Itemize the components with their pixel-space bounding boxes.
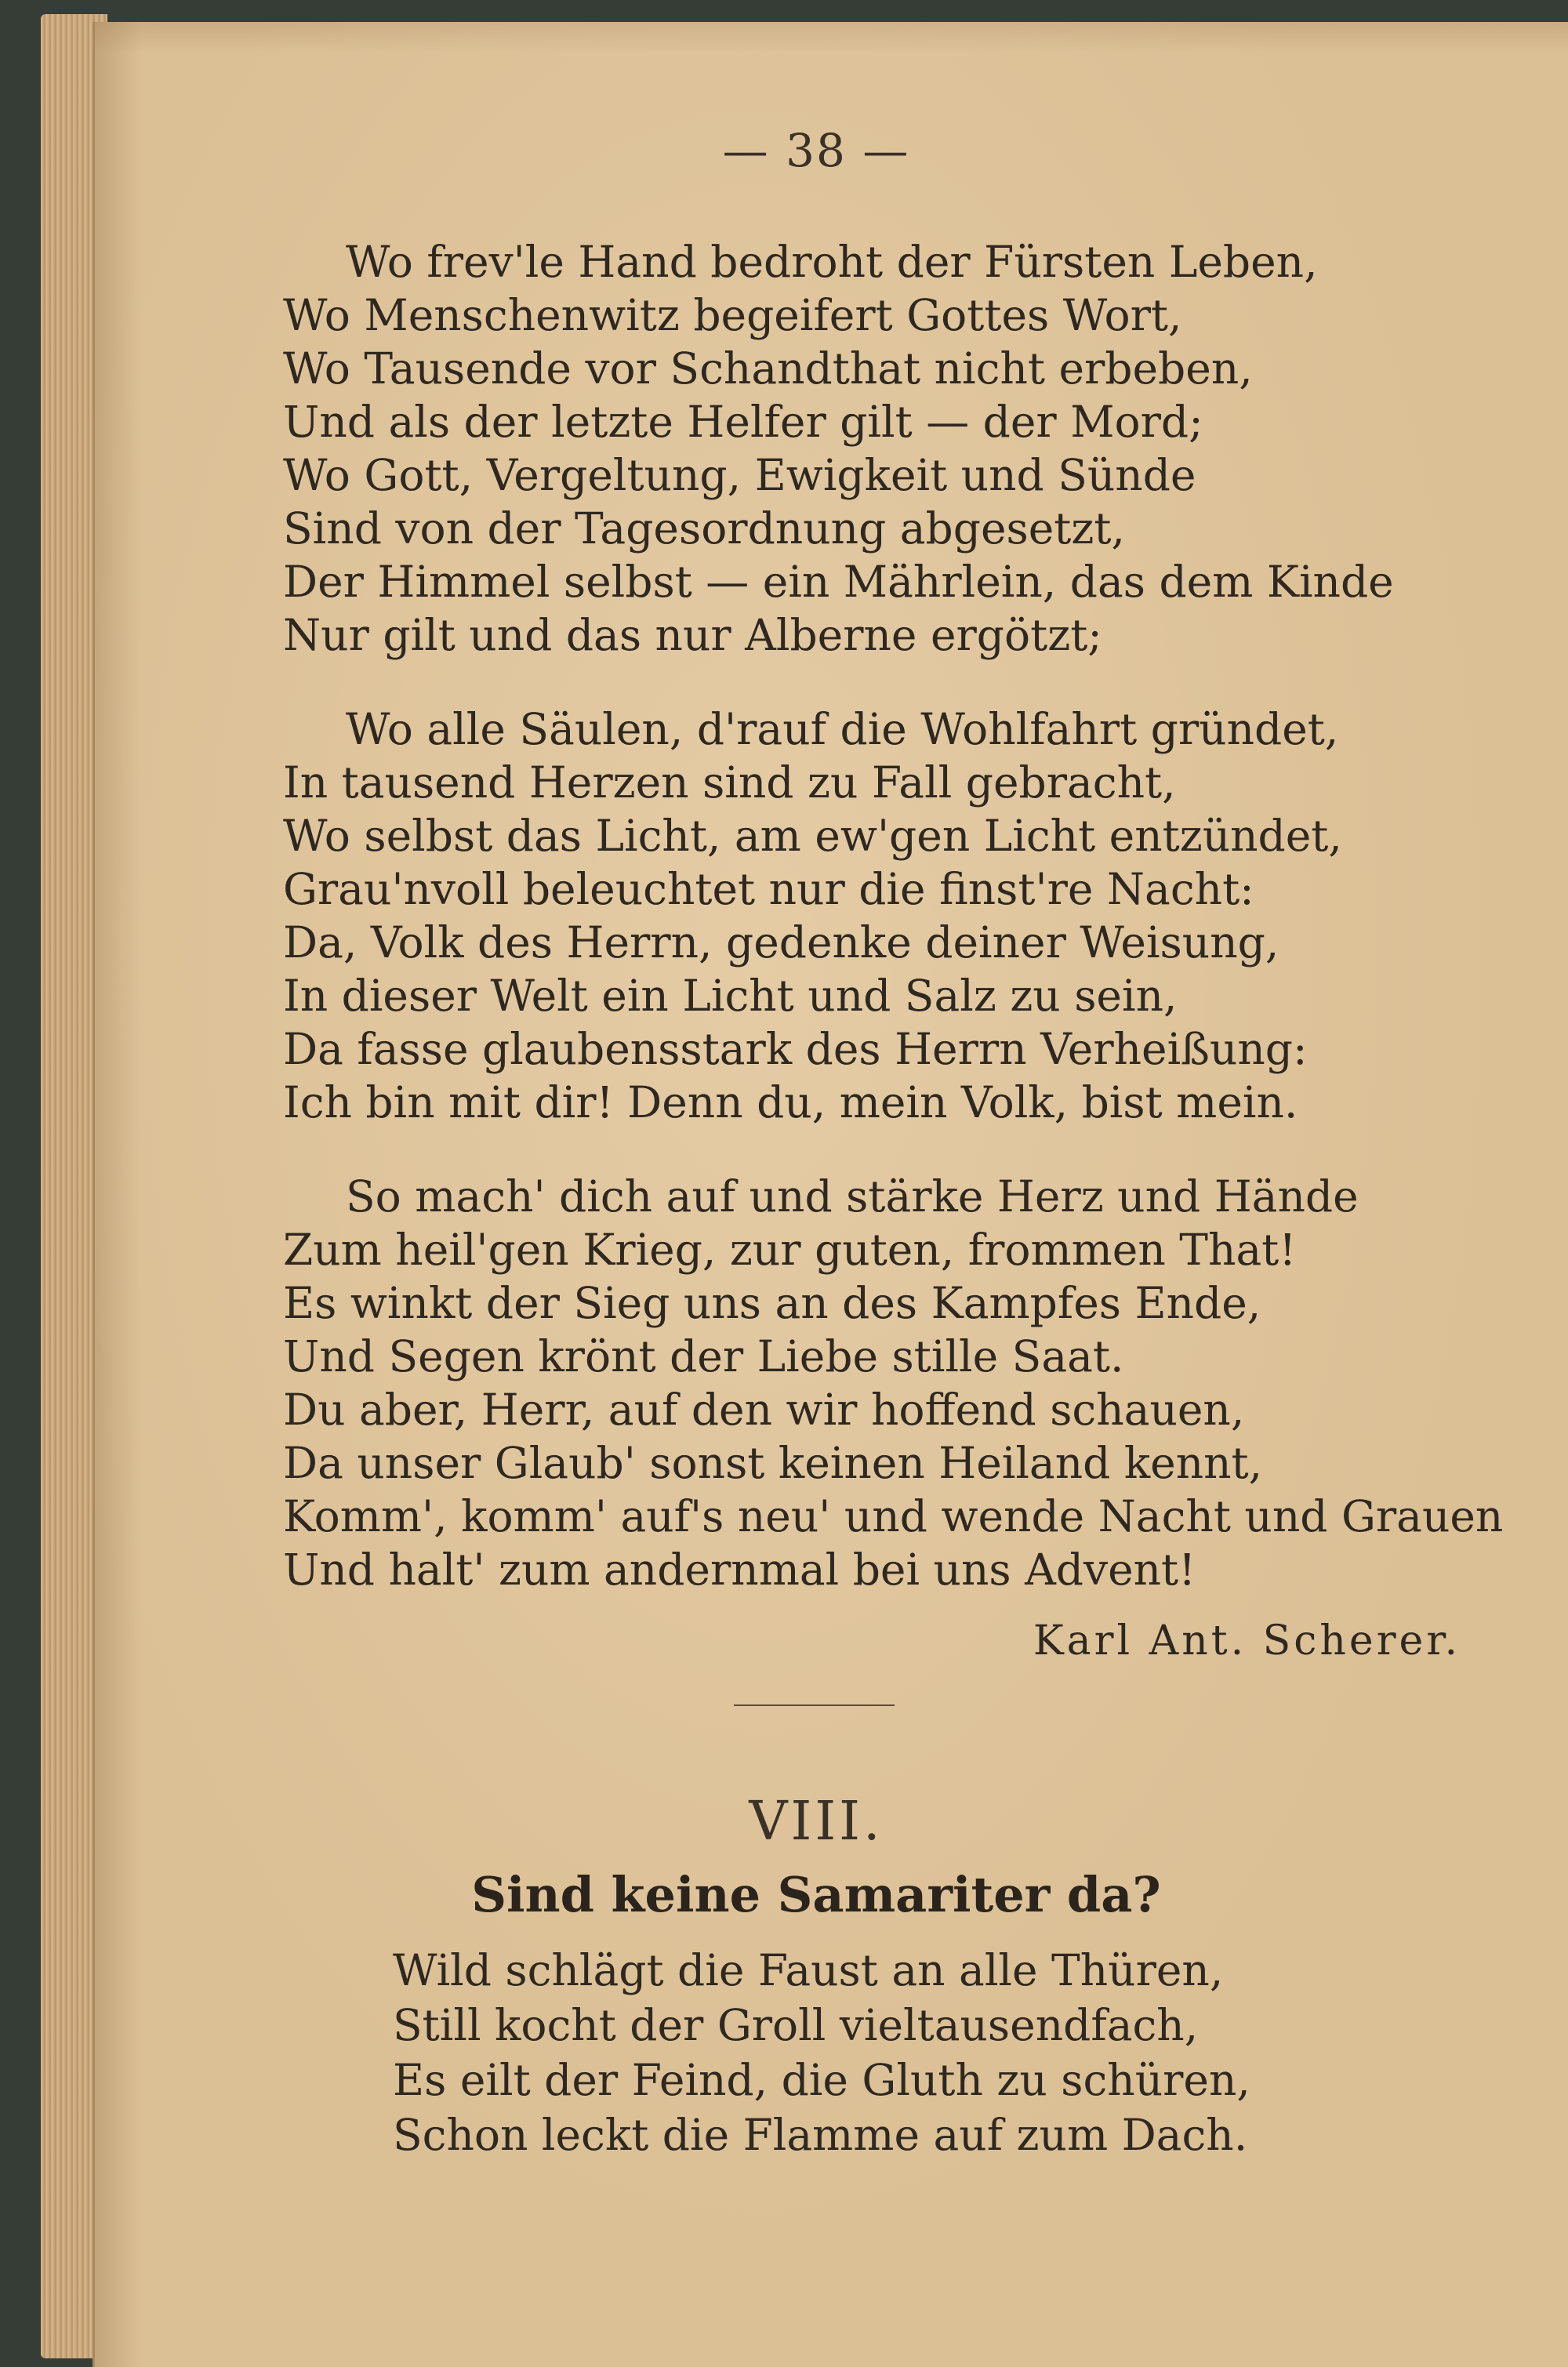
stanza-3 xyxy=(283,1170,1504,1596)
poem-line: In tausend Herzen sind zu Fall gebracht, xyxy=(283,757,1176,808)
page-number: — 38 — xyxy=(722,124,910,177)
stanza-2 xyxy=(283,702,1490,1129)
poem-line: Da fasse glaubensstark des Herrn Verheißung: xyxy=(283,1024,1308,1074)
poem-line: Wo alle Säulen, d'rauf die Wohlfahrt gründet, xyxy=(346,704,1339,754)
author-signature: Karl Ant. Scherer. xyxy=(1033,1617,1461,1665)
poem-line: Wild schlägt die Faust an alle Thüren, xyxy=(393,1945,1224,1995)
section-number: VIII. xyxy=(749,1791,884,1853)
poem-line: Schon leckt die Flamme auf zum Dach. xyxy=(393,2110,1248,2160)
poem-line: In dieser Welt ein Licht und Salz zu sein, xyxy=(283,971,1178,1021)
poem-line: Es winkt der Sieg uns an des Kampfes Ende, xyxy=(283,1278,1261,1328)
poem-line: Du aber, Herr, auf den wir hoffend schauen, xyxy=(283,1385,1245,1435)
poem-line: Und halt' zum andernmal bei uns Advent! xyxy=(283,1545,1196,1595)
poem-line: Ich bin mit dir! Denn du, mein Volk, bist mein. xyxy=(283,1077,1298,1127)
poem-line: Wo Gott, Vergeltung, Ewigkeit und Sünde xyxy=(283,450,1196,500)
poem-line: Komm', komm' auf's neu' und wende Nacht und Grauen xyxy=(283,1491,1504,1541)
stanza-1 xyxy=(283,235,1490,662)
poem-line: Es eilt der Feind, die Gluth zu schüren, xyxy=(393,2055,1250,2105)
poem-line: Und Segen krönt der Liebe stille Saat. xyxy=(283,1331,1124,1381)
book-page xyxy=(93,22,1568,2367)
poem-line: Da, Volk des Herrn, gedenke deiner Weisung, xyxy=(283,917,1279,967)
poem-line: Wo selbst das Licht, am ew'gen Licht entzündet, xyxy=(283,811,1342,861)
section-divider xyxy=(734,1704,895,1706)
stanza-4 xyxy=(393,1943,1568,2162)
poem-line: Und als der letzte Helfer gilt — der Mord; xyxy=(283,397,1203,447)
poem-line: Nur gilt und das nur Alberne ergötzt; xyxy=(283,610,1102,660)
section-title: Sind keine Samariter da? xyxy=(471,1866,1161,1923)
poem-line: Wo frev'le Hand bedroht der Fürsten Leben, xyxy=(346,237,1318,287)
poem-line: Wo Menschenwitz begeifert Gottes Wort, xyxy=(283,290,1182,340)
poem-line: Da unser Glaub' sonst keinen Heiland kennt, xyxy=(283,1438,1263,1488)
poem-line: Sind von der Tagesordnung abgesetzt, xyxy=(283,503,1125,554)
poem-line: Still kocht der Groll vieltausendfach, xyxy=(393,2000,1199,2050)
poem-line: Der Himmel selbst — ein Mährlein, das dem Kinde xyxy=(283,557,1394,607)
poem-line: Grau'nvoll beleuchtet nur die finst're Nacht: xyxy=(283,864,1254,914)
poem-line: Wo Tausende vor Schandthat nicht erbeben, xyxy=(283,343,1253,394)
poem-line: Zum heil'gen Krieg, zur guten, frommen That! xyxy=(283,1225,1297,1275)
poem-line: So mach' dich auf und stärke Herz und Hände xyxy=(346,1171,1359,1222)
